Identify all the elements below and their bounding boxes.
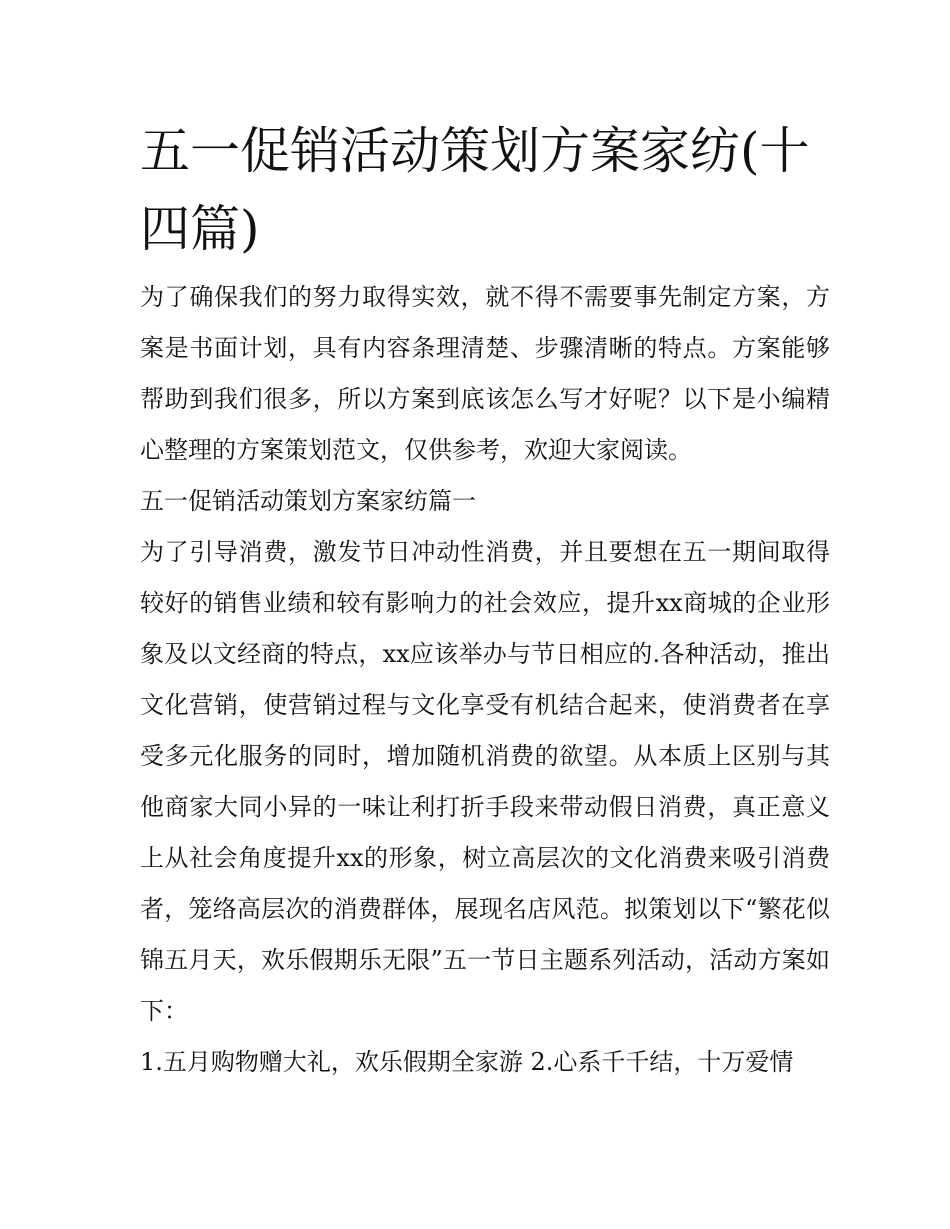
body-paragraph: 为了引导消费，激发节日冲动性消费，并且要想在五一期间取得较好的销售业绩和较有影响力的社会效应，提升xx商城的企业形象及以文经商的特点，xx应该举办与节日相应的.各种活动，推出文化营销，使营销过程与文化享受有机结合起来，使消费者在享受多元化服务的同时，增加随机消费的欲望。从本质上区别与其他商家大同小异的一味让利打折手段来带动假日消费，真正意义上从社会角度提升xx的形象，树立高层次的文化消费来吸引消费者，笼络高层次的消费群体，展现名店风范。拟策划以下“繁花似锦五月天，欢乐假期乐无限”五一节日主题系列活动，活动方案如下： [140, 538, 830, 1025]
list-paragraph: 1.五月购物赠大礼，欢乐假期全家游 2.心系千千结，十万爱情 [140, 1048, 794, 1076]
section-heading: 五一促销活动策划方案家纺篇一 [140, 487, 476, 515]
document-body [140, 272, 830, 1088]
document-title: 五一促销活动策划方案家纺(十四篇) [140, 122, 810, 258]
intro-paragraph: 为了确保我们的努力取得实效，就不得不需要事先制定方案，方案是书面计划，具有内容条理清楚、步骤清晰的特点。方案能够帮助到我们很多，所以方案到底该怎么写才好呢？以下是小编精心整理的方案策划范文，仅供参考，欢迎大家阅读。 [140, 283, 830, 464]
